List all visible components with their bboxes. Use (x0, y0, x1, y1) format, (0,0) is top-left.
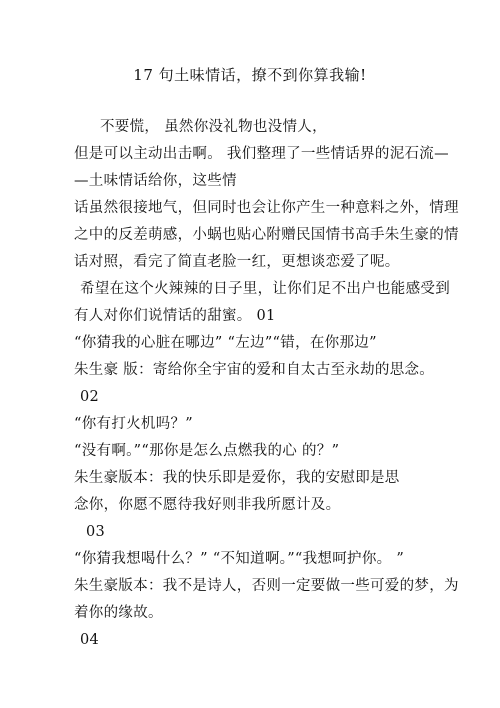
text-line: 有人对你们说情话的甜蜜。 01 (74, 308, 276, 324)
text-line: “你猜我想喝什么？” “不知道啊。”“我想呵护你。 ” (74, 551, 405, 567)
text-line: 朱生豪版本：我的快乐即是爱你，我的安慰即是思 (74, 470, 400, 486)
section-number: 04 (80, 632, 100, 648)
section-number: 02 (80, 389, 100, 405)
page-title: 17 句土味情话，撩不到你算我输! (133, 66, 367, 84)
text-line: “你有打火机吗？” (74, 416, 194, 432)
text-line: 念你，你愿不愿待我好则非我所愿计及。 (74, 497, 341, 513)
text-line: 不要慌， 虽然你没礼物也没情人， (100, 119, 327, 135)
text-line: “没有啊。”“那你是怎么点燃我的心 的？” (74, 443, 340, 459)
text-line: “你猜我的心脏在哪边” “左边”“错，在你那边” (74, 335, 377, 351)
text-line: —土味情话给你，这些情 (74, 173, 237, 189)
text-line: 朱生豪版本：我不是诗人，否则一定要做一些可爱的梦，为 (74, 578, 459, 594)
text-line: 话对照，看完了简直老脸一红，更想谈恋爱了呢。 (74, 254, 400, 270)
section-number: 03 (86, 524, 106, 540)
text-line: 话虽然很接地气，但同时也会让你产生一种意料之外，情理 (74, 200, 459, 216)
text-line: 希望在这个火辣辣的日子里，让你们足不出户也能感受到 (80, 281, 450, 297)
text-line: 之中的反差萌感，小蜗也贴心附赠民国情书高手朱生豪的情 (74, 227, 459, 243)
text-line: 着你的缘故。 (74, 605, 163, 621)
text-line: 但是可以主动出击啊。 我们整理了一些情话界的泥石流— (74, 146, 449, 162)
text-line: 朱生豪 版：寄给你全宇宙的爱和自太古至永劫的思念。 (74, 362, 435, 378)
